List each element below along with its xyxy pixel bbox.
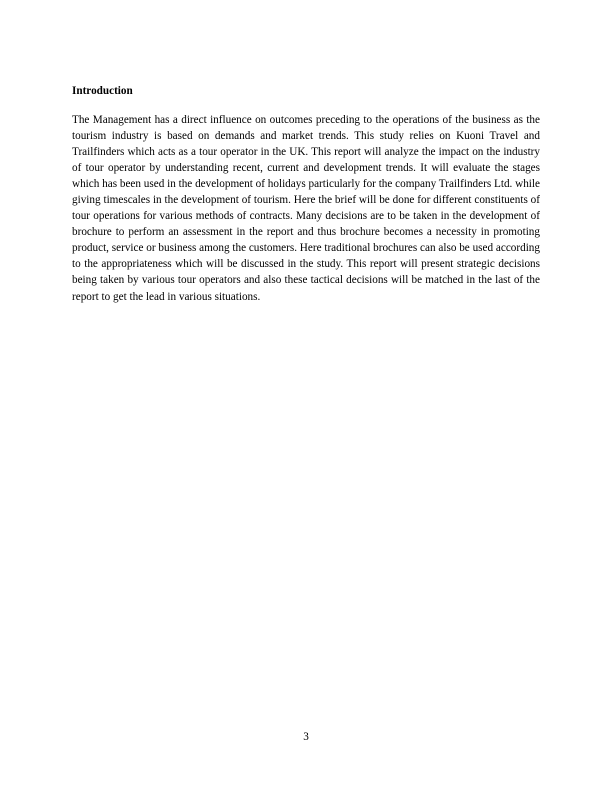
page-number: 3 — [303, 731, 309, 743]
body-paragraph: The Management has a direct influence on outcomes preceding to the operations of the business as the tourism industry is based on demands and market trends. This study relies on Kuoni Travel and Trailfinders which acts as a tour operator in the UK. This report will analyze the impact on the industry of tour operator by understanding recent, current and development trends. It will evaluate the stages which has been used in the development of holidays particularly for the company Trailfinders Ltd. while giving timescales in the development of tourism. Here the brief will be done for different constituents of tour operations for various methods of contracts. Many decisions are to be taken in the development of brochure to perform an assessment in the report and thus brochure becomes a necessity in promoting product, service or business among the customers. Here traditional brochures can also be used according to the appropriateness which will be discussed in the study. This report will present strategic decisions being taken by various tour operators and also these tactical decisions will be matched in the last of the report to get the lead in various situations. — [72, 114, 540, 303]
section-heading: Introduction — [72, 85, 133, 97]
